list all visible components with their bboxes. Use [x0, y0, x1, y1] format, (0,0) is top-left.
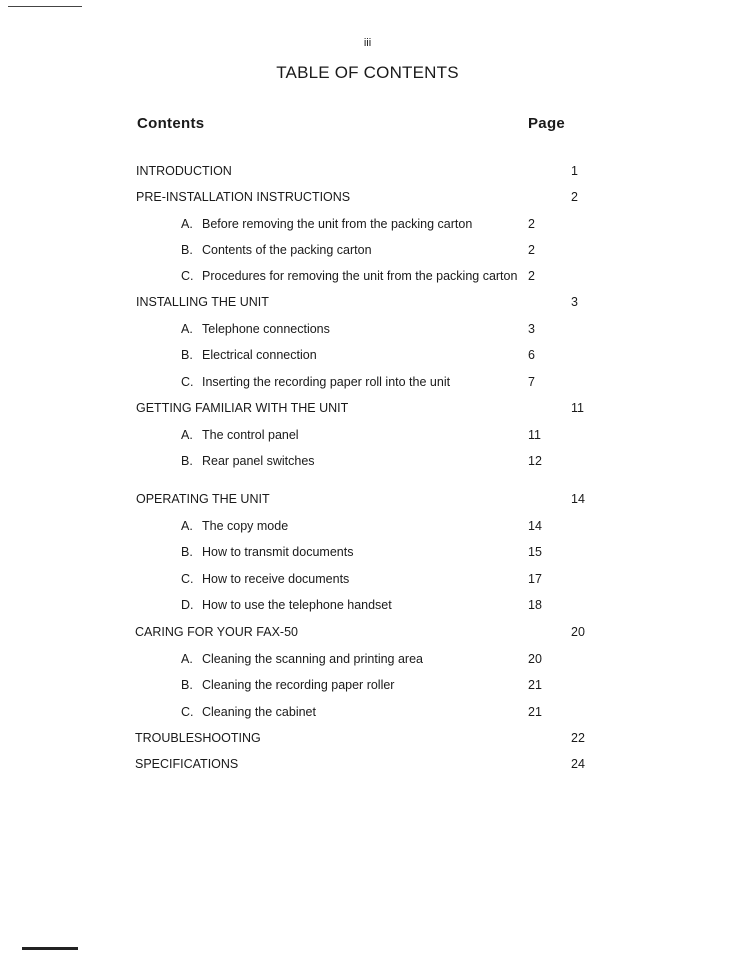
toc-item-letter: D.	[181, 598, 194, 612]
contents-header: Contents	[137, 115, 205, 132]
toc-item-label: Rear panel switches	[202, 454, 315, 468]
toc-item-letter: C.	[181, 572, 194, 586]
toc-item-letter: A.	[181, 322, 193, 336]
toc-section-page: 22	[571, 731, 585, 745]
toc-item-letter: C.	[181, 705, 194, 719]
toc-item-label: Cleaning the recording paper roller	[202, 678, 395, 692]
toc-item-label: Electrical connection	[202, 348, 317, 362]
toc-item-letter: C.	[181, 375, 194, 389]
page-number: iii	[363, 37, 372, 49]
toc-item-page: 20	[528, 652, 542, 666]
toc-section-page: 3	[571, 295, 578, 309]
toc-item-label: How to transmit documents	[202, 545, 354, 559]
toc-item-letter: B.	[181, 678, 193, 692]
toc-item-label: How to use the telephone handset	[202, 598, 392, 612]
toc-item-page: 14	[528, 519, 542, 533]
toc-item-page: 21	[528, 705, 542, 719]
toc-item-page: 15	[528, 545, 542, 559]
toc-item-letter: B.	[181, 545, 193, 559]
toc-item-letter: B.	[181, 243, 193, 257]
toc-item-label: How to receive documents	[202, 572, 350, 586]
toc-item-label: Contents of the packing carton	[202, 243, 372, 257]
toc-item-letter: A.	[181, 428, 193, 442]
toc-item-page: 2	[528, 217, 535, 231]
toc-item-label: Cleaning the cabinet	[202, 705, 316, 719]
toc-item-label: The copy mode	[202, 519, 289, 533]
toc-section-label: INSTALLING THE UNIT	[136, 295, 269, 309]
toc-item-page: 18	[528, 598, 542, 612]
toc-section-page: 14	[571, 492, 585, 506]
toc-section-page: 20	[571, 625, 585, 639]
toc-item-letter: A.	[181, 217, 193, 231]
toc-section-page: 2	[571, 190, 578, 204]
toc-section-label: GETTING FAMILIAR WITH THE UNIT	[136, 401, 349, 415]
toc-section-label: INTRODUCTION	[136, 164, 232, 178]
toc-item-letter: B.	[181, 454, 193, 468]
toc-section-label: OPERATING THE UNIT	[136, 492, 270, 506]
toc-section-page: 1	[571, 164, 578, 178]
toc-item-page: 3	[528, 322, 535, 336]
toc-item-label: Before removing the unit from the packing carton	[202, 217, 473, 231]
toc-section-page: 11	[571, 401, 584, 415]
toc-section-label: TROUBLESHOOTING	[135, 731, 261, 745]
toc-section-label: PRE-INSTALLATION INSTRUCTIONS	[136, 190, 351, 204]
toc-item-letter: C.	[181, 269, 194, 283]
toc-item-label: Procedures for removing the unit from the packing carton	[202, 269, 518, 283]
scan-mark-bottom	[22, 947, 78, 950]
toc-item-page: 2	[528, 243, 535, 257]
toc-section-page: 24	[571, 757, 585, 771]
toc-item-page: 11	[528, 428, 541, 442]
page-title: TABLE OF CONTENTS	[276, 63, 459, 82]
toc-item-page: 7	[528, 375, 535, 389]
page-header: Page	[528, 115, 566, 132]
toc-item-letter: B.	[181, 348, 193, 362]
toc-item-page: 17	[528, 572, 542, 586]
scan-mark-top	[8, 6, 82, 7]
toc-item-page: 2	[528, 269, 535, 283]
toc-item-letter: A.	[181, 519, 193, 533]
toc-item-label: Telephone connections	[202, 322, 330, 336]
toc-item-page: 21	[528, 678, 542, 692]
toc-section-label: SPECIFICATIONS	[135, 757, 239, 771]
toc-item-label: Inserting the recording paper roll into the unit	[202, 375, 451, 389]
toc-item-label: The control panel	[202, 428, 299, 442]
toc-item-page: 6	[528, 348, 535, 362]
toc-section-label: CARING FOR YOUR FAX-50	[135, 625, 298, 639]
toc-item-label: Cleaning the scanning and printing area	[202, 652, 423, 666]
toc-item-page: 12	[528, 454, 542, 468]
toc-item-letter: A.	[181, 652, 193, 666]
